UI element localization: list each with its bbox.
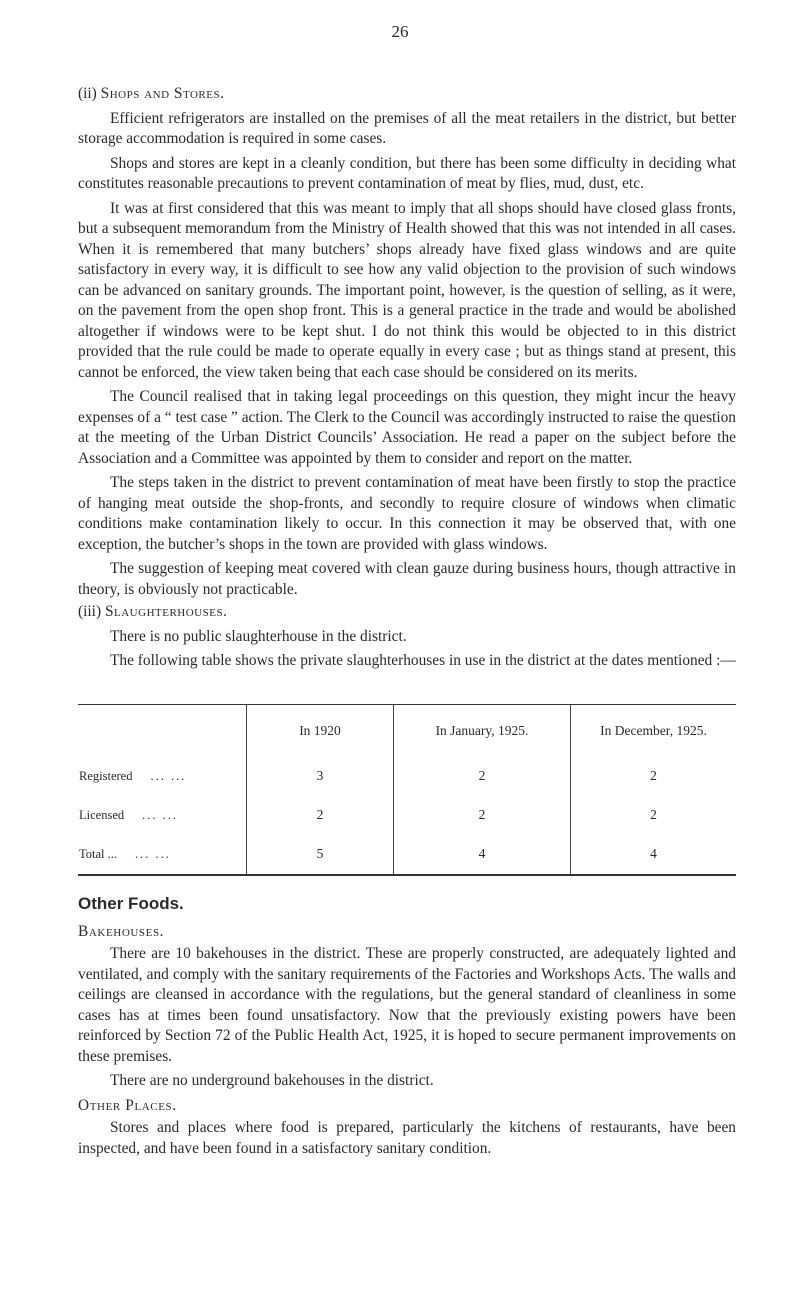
paragraph: The steps taken in the district to prevent contamination of meat have been firstly to stop the practice of hanging meat outside the shop-fronts, and secondly to require closure of windows when climatic conditions make contamination likely to occur. In this connection it may be observed that, with one exception, the butcher’s shops in the town are provided with glass windows. [78,474,736,553]
section-heading-slaughterhouses [78,602,736,623]
paragraph: The suggestion of keeping meat covered with clean gauze during business hours, though attractive in theory, is obviously not practicable. [78,560,736,598]
table-row [78,757,736,796]
bakehouses-heading: Bakehouses. [78,922,165,940]
section-numeral: (ii) [78,85,97,102]
paragraph: Efficient refrigerators are installed on the premises of all the meat retailers in the district, but better storage accommodation is required in some cases. [78,109,736,147]
table-header-cell [78,704,247,757]
paragraph: The following table shows the private slaughterhouses in use in the district at the dates mentioned :— [110,652,736,669]
paragraph: There are 10 bakehouses in the district. These are properly constructed, are adequately lighted and ventilated, and comply with the sanitary requirements of the Factories and Workshops Acts. The walls and ceilings are cleansed in accordance with the regulations, but the general standard of cleanliness in some cases has at times been found unsatisfactory. Now that the previously existing powers have been reinforced by Section 72 of the Public Health Act, 1925, it is hoped to secure permanent improvements on these premises. [78,945,736,1065]
row-label: Licensed ... ... [79,807,178,822]
slaughterhouse-table [78,704,736,876]
other-places-heading: Other Places. [78,1096,177,1114]
table-cell: 2 [394,757,571,796]
table-cell: 2 [571,757,737,796]
table-cell: 2 [571,796,737,835]
section-title: Slaughterhouses. [104,603,228,620]
page-number: 26 [391,22,409,41]
section-title: Shops and Stores. [100,85,225,102]
other-foods-heading: Other Foods. [78,893,184,913]
table-header-cell: In 1920 [247,704,394,757]
table-row [78,835,736,875]
row-label: Registered ... ... [79,768,187,783]
page-content [78,82,736,1159]
table-cell: 4 [394,835,571,875]
row-label: Total ... ... ... [79,846,171,861]
table-cell: 2 [394,796,571,835]
slaughterhouse-table-wrapper [78,704,736,876]
paragraph: Stores and places where food is prepared, particularly the kitchens of restaurants, have been inspected, and have been found in a satisfactory sanitary condition. [78,1119,736,1157]
table-cell: 3 [247,757,394,796]
paragraph: It was at first considered that this was meant to imply that all shops should have closed glass fronts, but a subsequent memorandum from the Ministry of Health showed that this was not intended in all cases. When it is remembered that many butchers’ shops already have fixed glass windows and are quite satisfactory in every way, it is difficult to see how any valid objection to the provision of such windows can be advanced on sanitary grounds. The important point, however, is the question of selling, as it were, on the pavement from the open shop front. This is a general practice in the trade and would be abolished altogether if windows were to be kept shut. I do not think this would be objected to in this district provided that the rule could be made to operate equally in every case ; but as things stand at present, this cannot be enforced, the view taken being that each case should be considered on its merits. [78,199,736,381]
table-header-cell: In December, 1925. [571,704,737,757]
table-cell: 5 [247,835,394,875]
table-cell: 4 [571,835,737,875]
table-cell: 2 [247,796,394,835]
table-row [78,796,736,835]
paragraph: Shops and stores are kept in a cleanly condition, but there has been some difficulty in deciding what constitutes reasonable precautions to prevent contamination of meat by flies, mud, dust, etc. [78,154,736,192]
paragraph: There are no underground bakehouses in the district. [110,1072,434,1089]
paragraph: The Council realised that in taking legal proceedings on this question, they might incur the heavy expenses of a “ test case ” action. The Clerk to the Council was accordingly instructed to raise the question at the meeting of the Urban District Councils’ Association. He read a paper on the subject before the Association and a Committee was appointed by them to consider and report on the matter. [78,388,736,467]
section-heading-shops [78,84,736,105]
table-header-cell: In January, 1925. [394,704,571,757]
table-header-row [78,704,736,757]
paragraph: There is no public slaughterhouse in the district. [110,627,407,645]
section-numeral: (iii) [78,603,102,620]
